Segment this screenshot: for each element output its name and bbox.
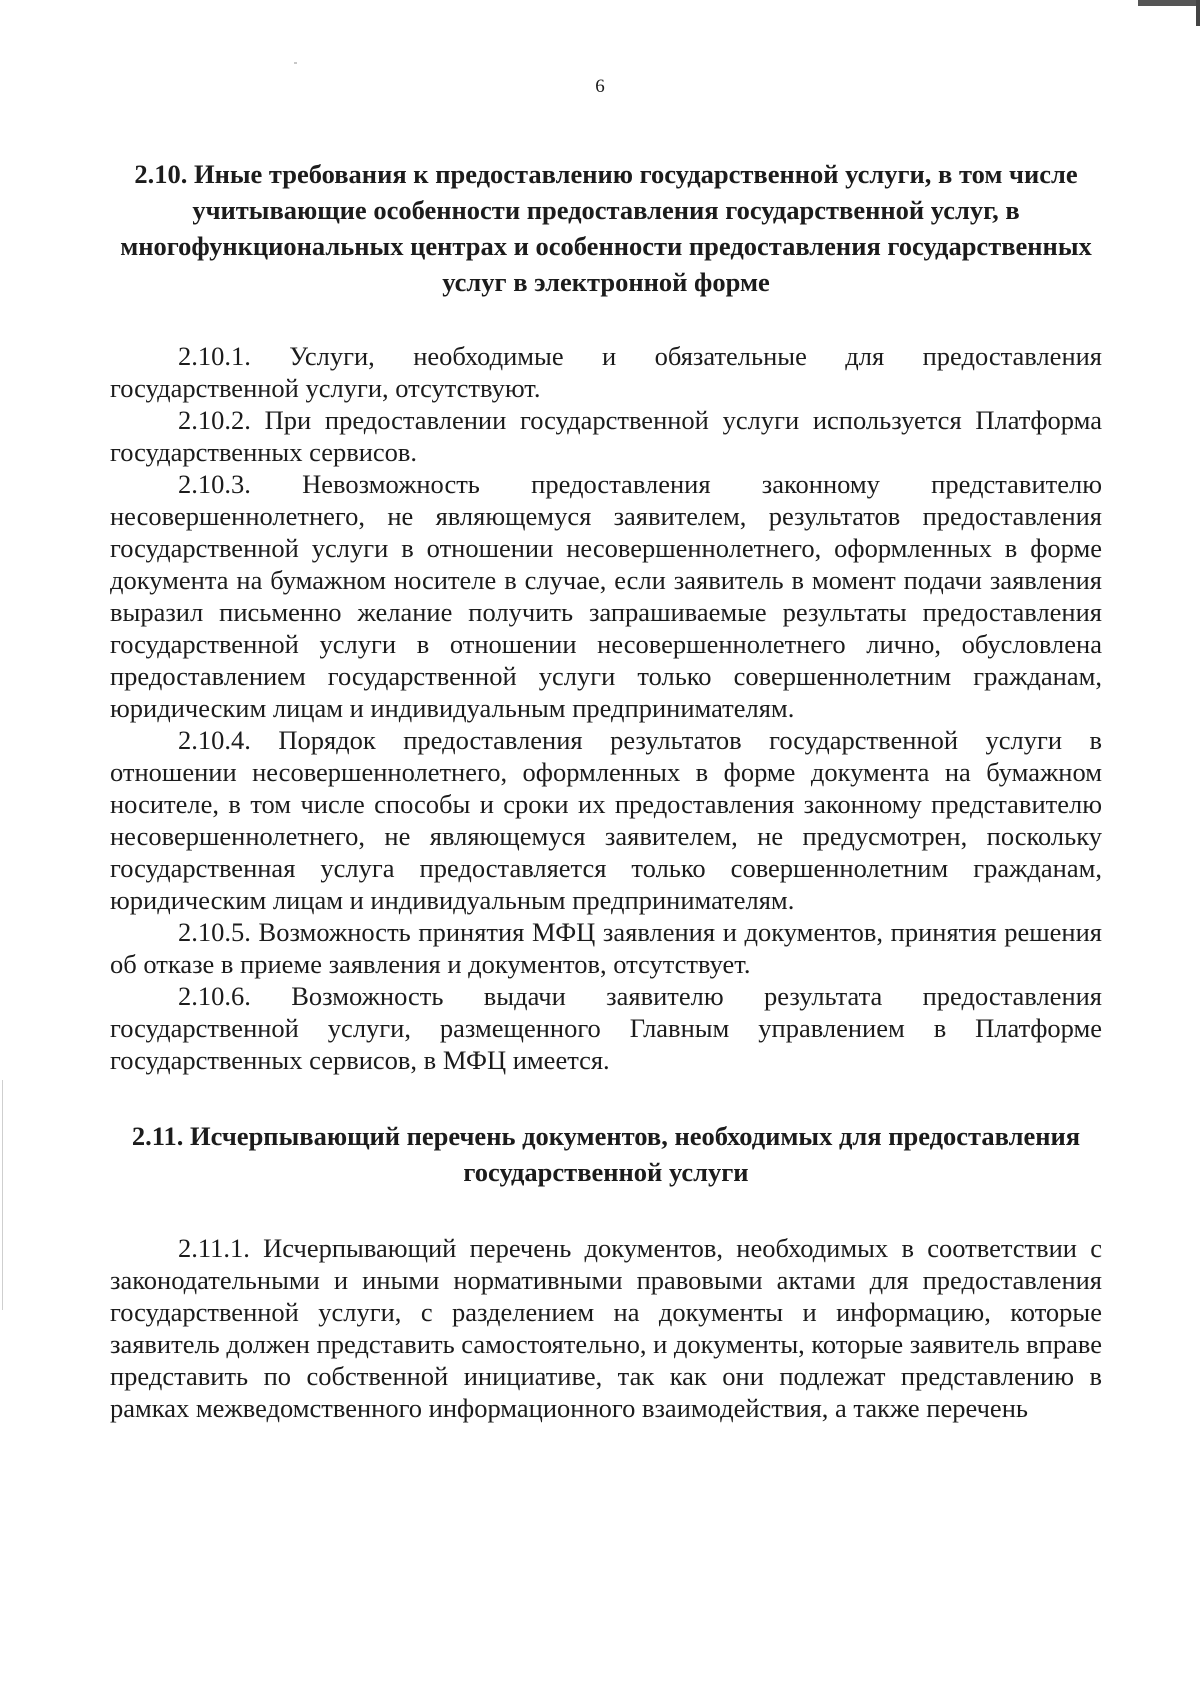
scan-artifact: [1138, 0, 1200, 6]
scan-artifact: [2, 1080, 3, 1310]
section-heading-2-11: 2.11. Исчерпывающий перечень документов, необходимых для предоставления государственной услуги: [131, 1121, 1081, 1187]
section-heading-2-10: 2.10. Иные требования к предоставлению государственной услуги, в том числе учитывающие особенности предоставления государственной услуг, в многофункциональных центрах и особенности предоставления государственных услуг в электронной форме: [120, 159, 1092, 297]
paragraph-2-10-4: 2.10.4. Порядок предоставления результатов государственной услуги в отношении несовершеннолетнего, оформленных в форме документа на бумажном носителе, в том числе способы и сроки их предоставления законному представителю несовершеннолетнего, не являющемуся заявителем, не предусмотрен, поскольку государственная услуга предоставляется только совершеннолетним гражданам, юридическим лицам и индивидуальным предпринимателям.: [110, 725, 1102, 915]
paragraph-2-10-5: 2.10.5. Возможность принятия МФЦ заявления и документов, принятия решения об отказе в приеме заявления и документов, отсутствует.: [110, 917, 1102, 979]
page-number: 6: [595, 76, 605, 97]
paragraph-2-10-3: 2.10.3. Невозможность предоставления законному представителю несовершеннолетнего, не являющемуся заявителем, результатов предоставления государственной услуги в отношении несовершеннолетнего, оформленных в форме документа на бумажном носителе в случае, если заявитель в момент подачи заявления выразил письменно желание получить запрашиваемые результаты предоставления государственной услуги в отношении несовершеннолетнего лично, обусловлена предоставлением государственной услуги только совершеннолетним гражданам, юридическим лицам и индивидуальным предпринимателям.: [110, 469, 1102, 723]
document-body: [110, 156, 1102, 1424]
paragraph-2-10-1: 2.10.1. Услуги, необходимые и обязательные для предоставления государственной услуги, отсутствуют.: [110, 341, 1102, 403]
scan-artifact: [1196, 0, 1200, 26]
paragraph-2-11-1: 2.11.1. Исчерпывающий перечень документов, необходимых в соответствии с законодательными и иными нормативными правовыми актами для предоставления государственной услуги, с разделением на документы и информацию, которые заявитель должен представить самостоятельно, и документы, которые заявитель вправе представить по собственной инициативе, так как они подлежат представлению в рамках межведомственного информационного взаимодействия, а также перечень: [110, 1233, 1102, 1423]
paragraph-2-10-6: 2.10.6. Возможность выдачи заявителю результата предоставления государственной услуги, размещенного Главным управлением в Платформе государственных сервисов, в МФЦ имеется.: [110, 981, 1102, 1075]
scan-artifact: [294, 62, 297, 64]
paragraph-2-10-2: 2.10.2. При предоставлении государственной услуги используется Платформа государственных сервисов.: [110, 405, 1102, 467]
